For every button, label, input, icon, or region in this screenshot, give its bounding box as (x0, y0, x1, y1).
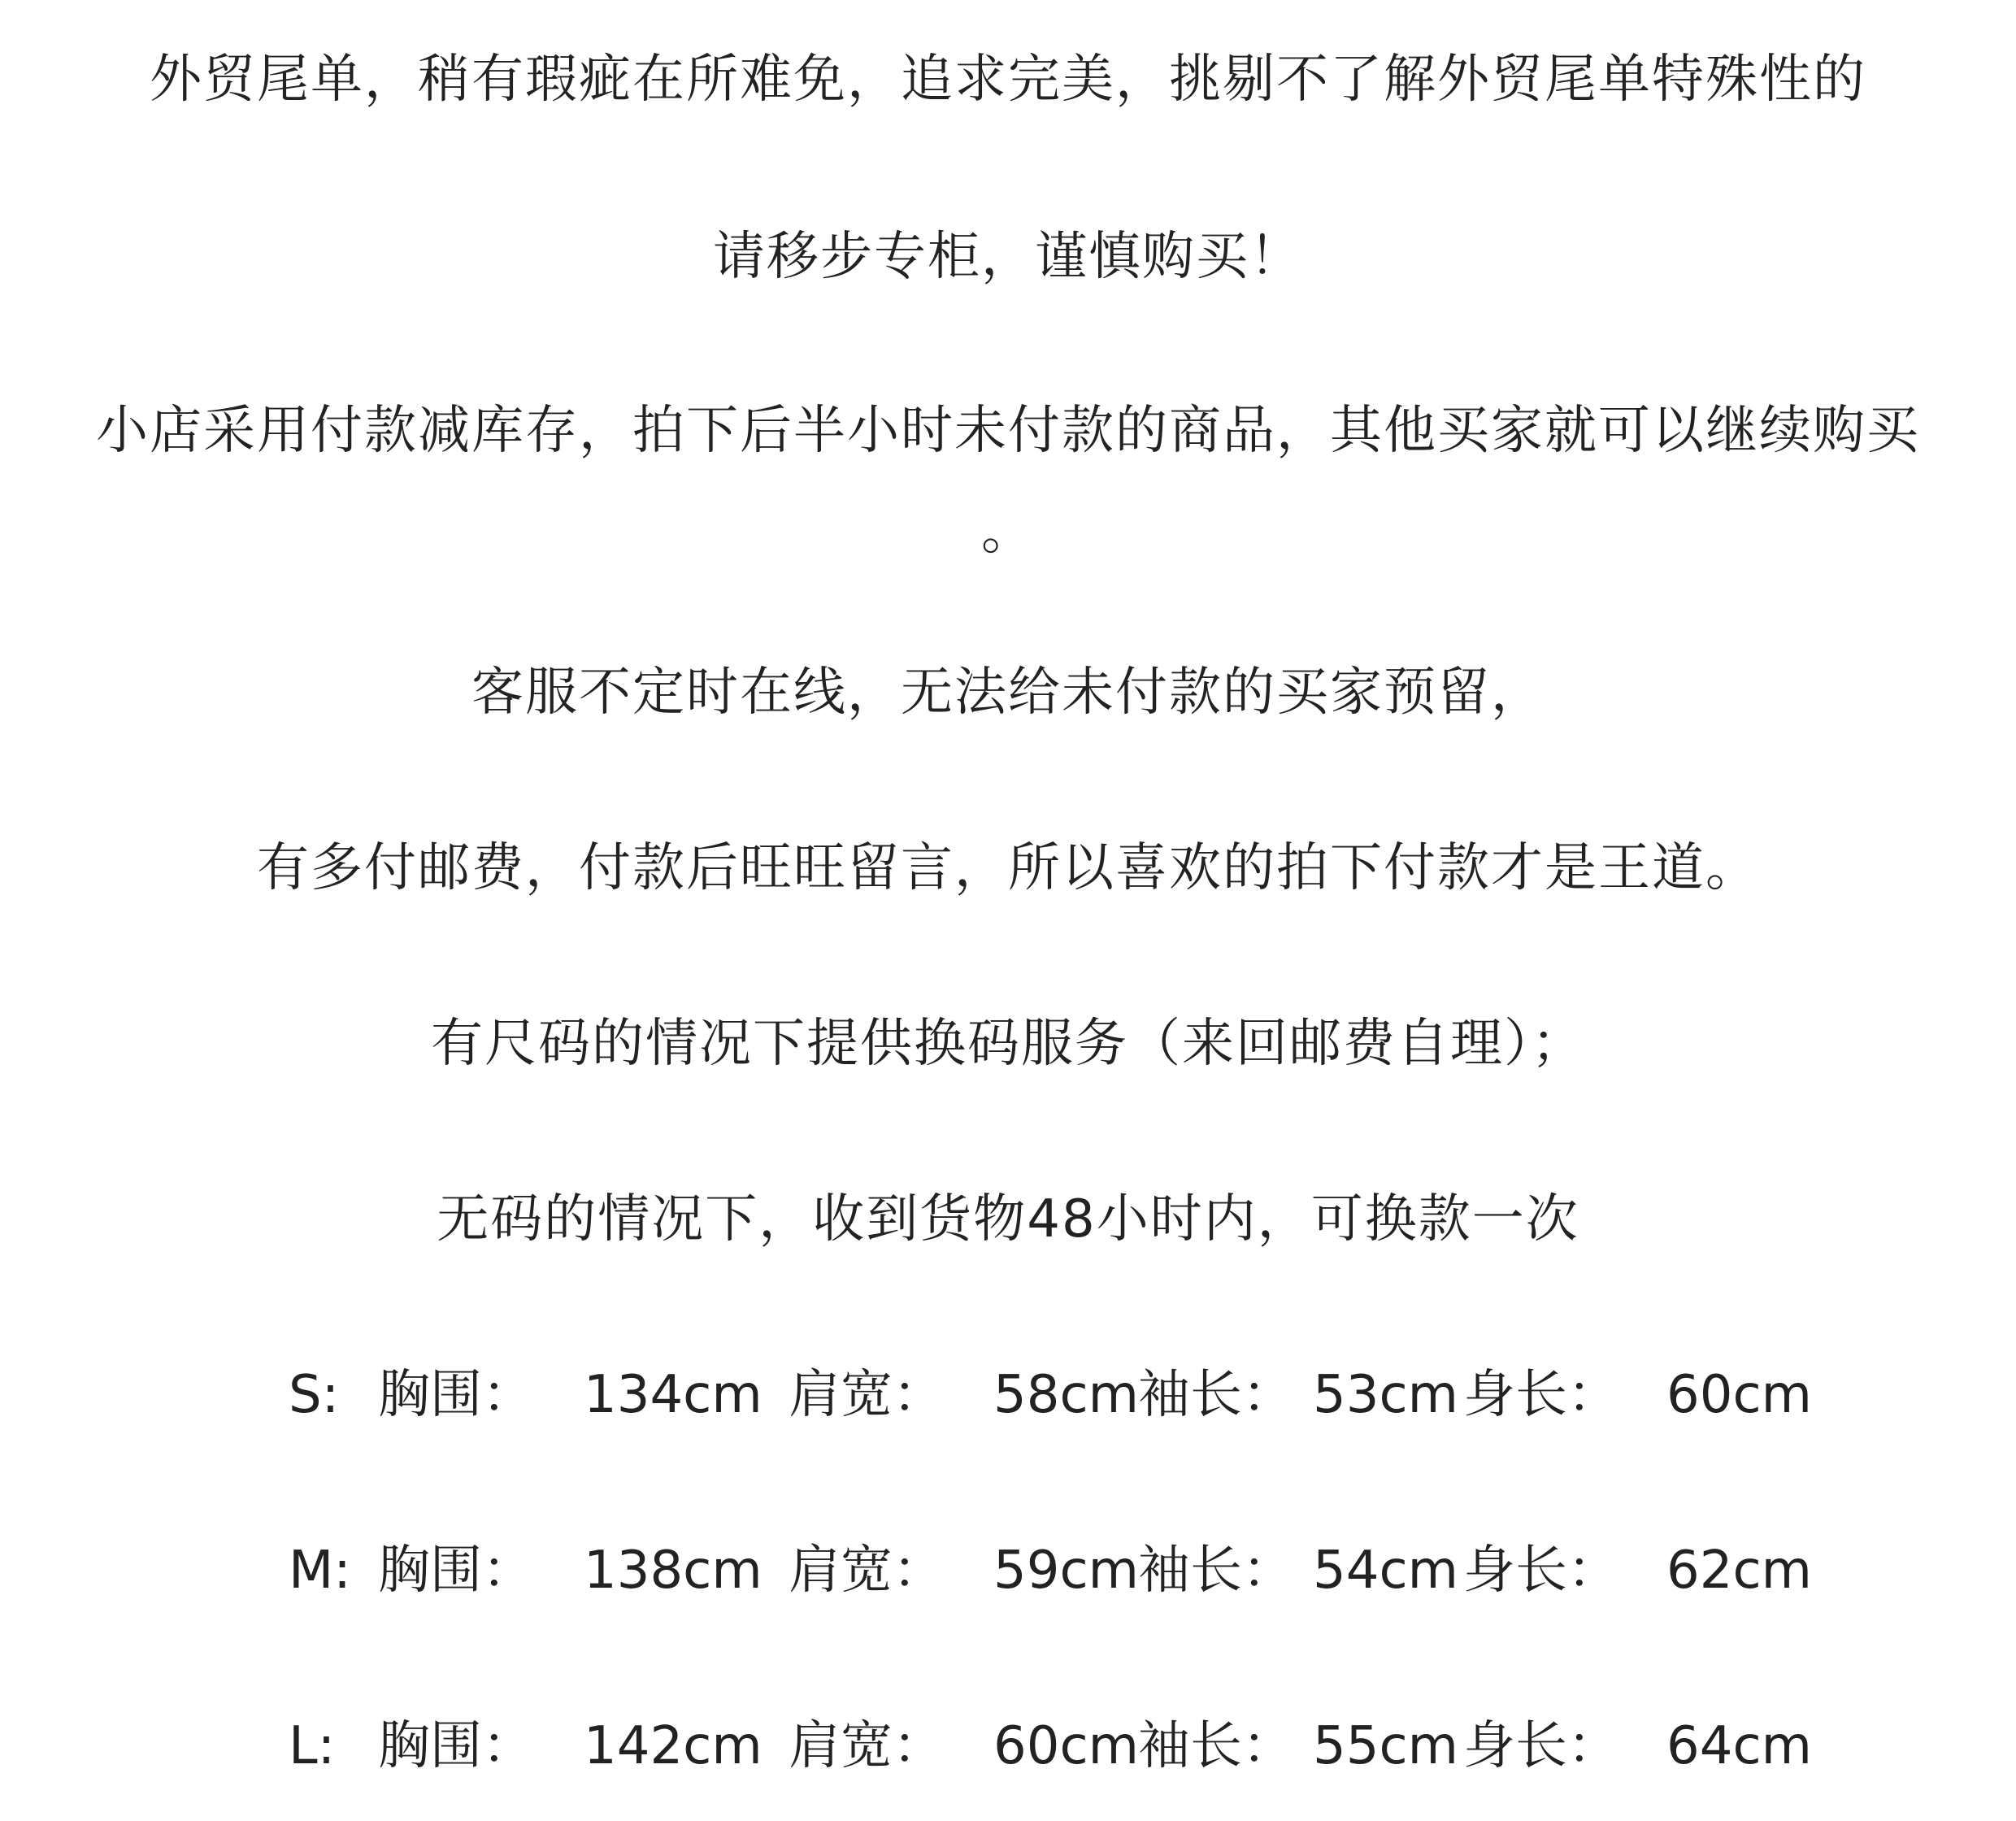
sleeve-label: 袖长： (1138, 1716, 1294, 1776)
sleeve-label: 袖长： (1138, 1365, 1294, 1425)
sleeve-value: 53cm (1313, 1365, 1458, 1425)
shoulder-value: 58cm (993, 1365, 1139, 1425)
notice-line-style-exchange: 无码的情况下，收到货物48小时内，可换款一次 (437, 1189, 1579, 1249)
length-label: 身长： (1463, 1365, 1619, 1425)
chest-value: 134cm (584, 1365, 763, 1425)
length-value: 62cm (1666, 1541, 1812, 1601)
shoulder-label: 肩宽： (789, 1541, 945, 1601)
size-row-s (0, 1362, 2016, 1428)
sleeve-value: 54cm (1313, 1541, 1458, 1601)
shoulder-value: 60cm (993, 1716, 1139, 1776)
size-label: S: (289, 1365, 340, 1425)
chest-label: 胸围： (378, 1716, 534, 1776)
notice-line-counter: 请移步专柜，谨慎购买！ (713, 227, 1303, 287)
notice-line-postage: 有多付邮费，付款后旺旺留言，所以喜欢的拍下付款才是王道。 (257, 838, 1759, 898)
sleeve-value: 55cm (1313, 1716, 1458, 1776)
size-row-m (0, 1538, 2016, 1603)
chest-label: 胸围： (378, 1541, 534, 1601)
shoulder-label: 肩宽： (789, 1365, 945, 1425)
chest-label: 胸围： (378, 1365, 534, 1425)
notice-line-customer-service: 客服不定时在线，无法给未付款的买家预留， (471, 663, 1545, 723)
shoulder-value: 59cm (993, 1541, 1139, 1601)
notice-line-inventory-end: 。 (981, 502, 1035, 562)
chest-value: 142cm (584, 1716, 763, 1776)
size-label: L: (289, 1716, 336, 1776)
notice-line-size-exchange: 有尺码的情况下提供换码服务（来回邮费自理）； (431, 1014, 1585, 1074)
length-label: 身长： (1463, 1716, 1619, 1776)
size-label: M: (289, 1541, 351, 1601)
sleeve-label: 袖长： (1138, 1541, 1294, 1601)
length-value: 60cm (1666, 1365, 1812, 1425)
chest-value: 138cm (584, 1541, 763, 1601)
length-value: 64cm (1666, 1716, 1812, 1776)
size-row-l (0, 1714, 2016, 1779)
notice-line-inventory: 小店采用付款减库存，拍下后半小时未付款的商品，其他买家就可以继续购买 (96, 401, 1920, 461)
notice-line-tail-goods: 外贸尾单，稍有瑕疵在所难免，追求完美，挑剔不了解外贸尾单特殊性的 (150, 50, 1866, 110)
length-label: 身长： (1463, 1541, 1619, 1601)
shoulder-label: 肩宽： (789, 1716, 945, 1776)
